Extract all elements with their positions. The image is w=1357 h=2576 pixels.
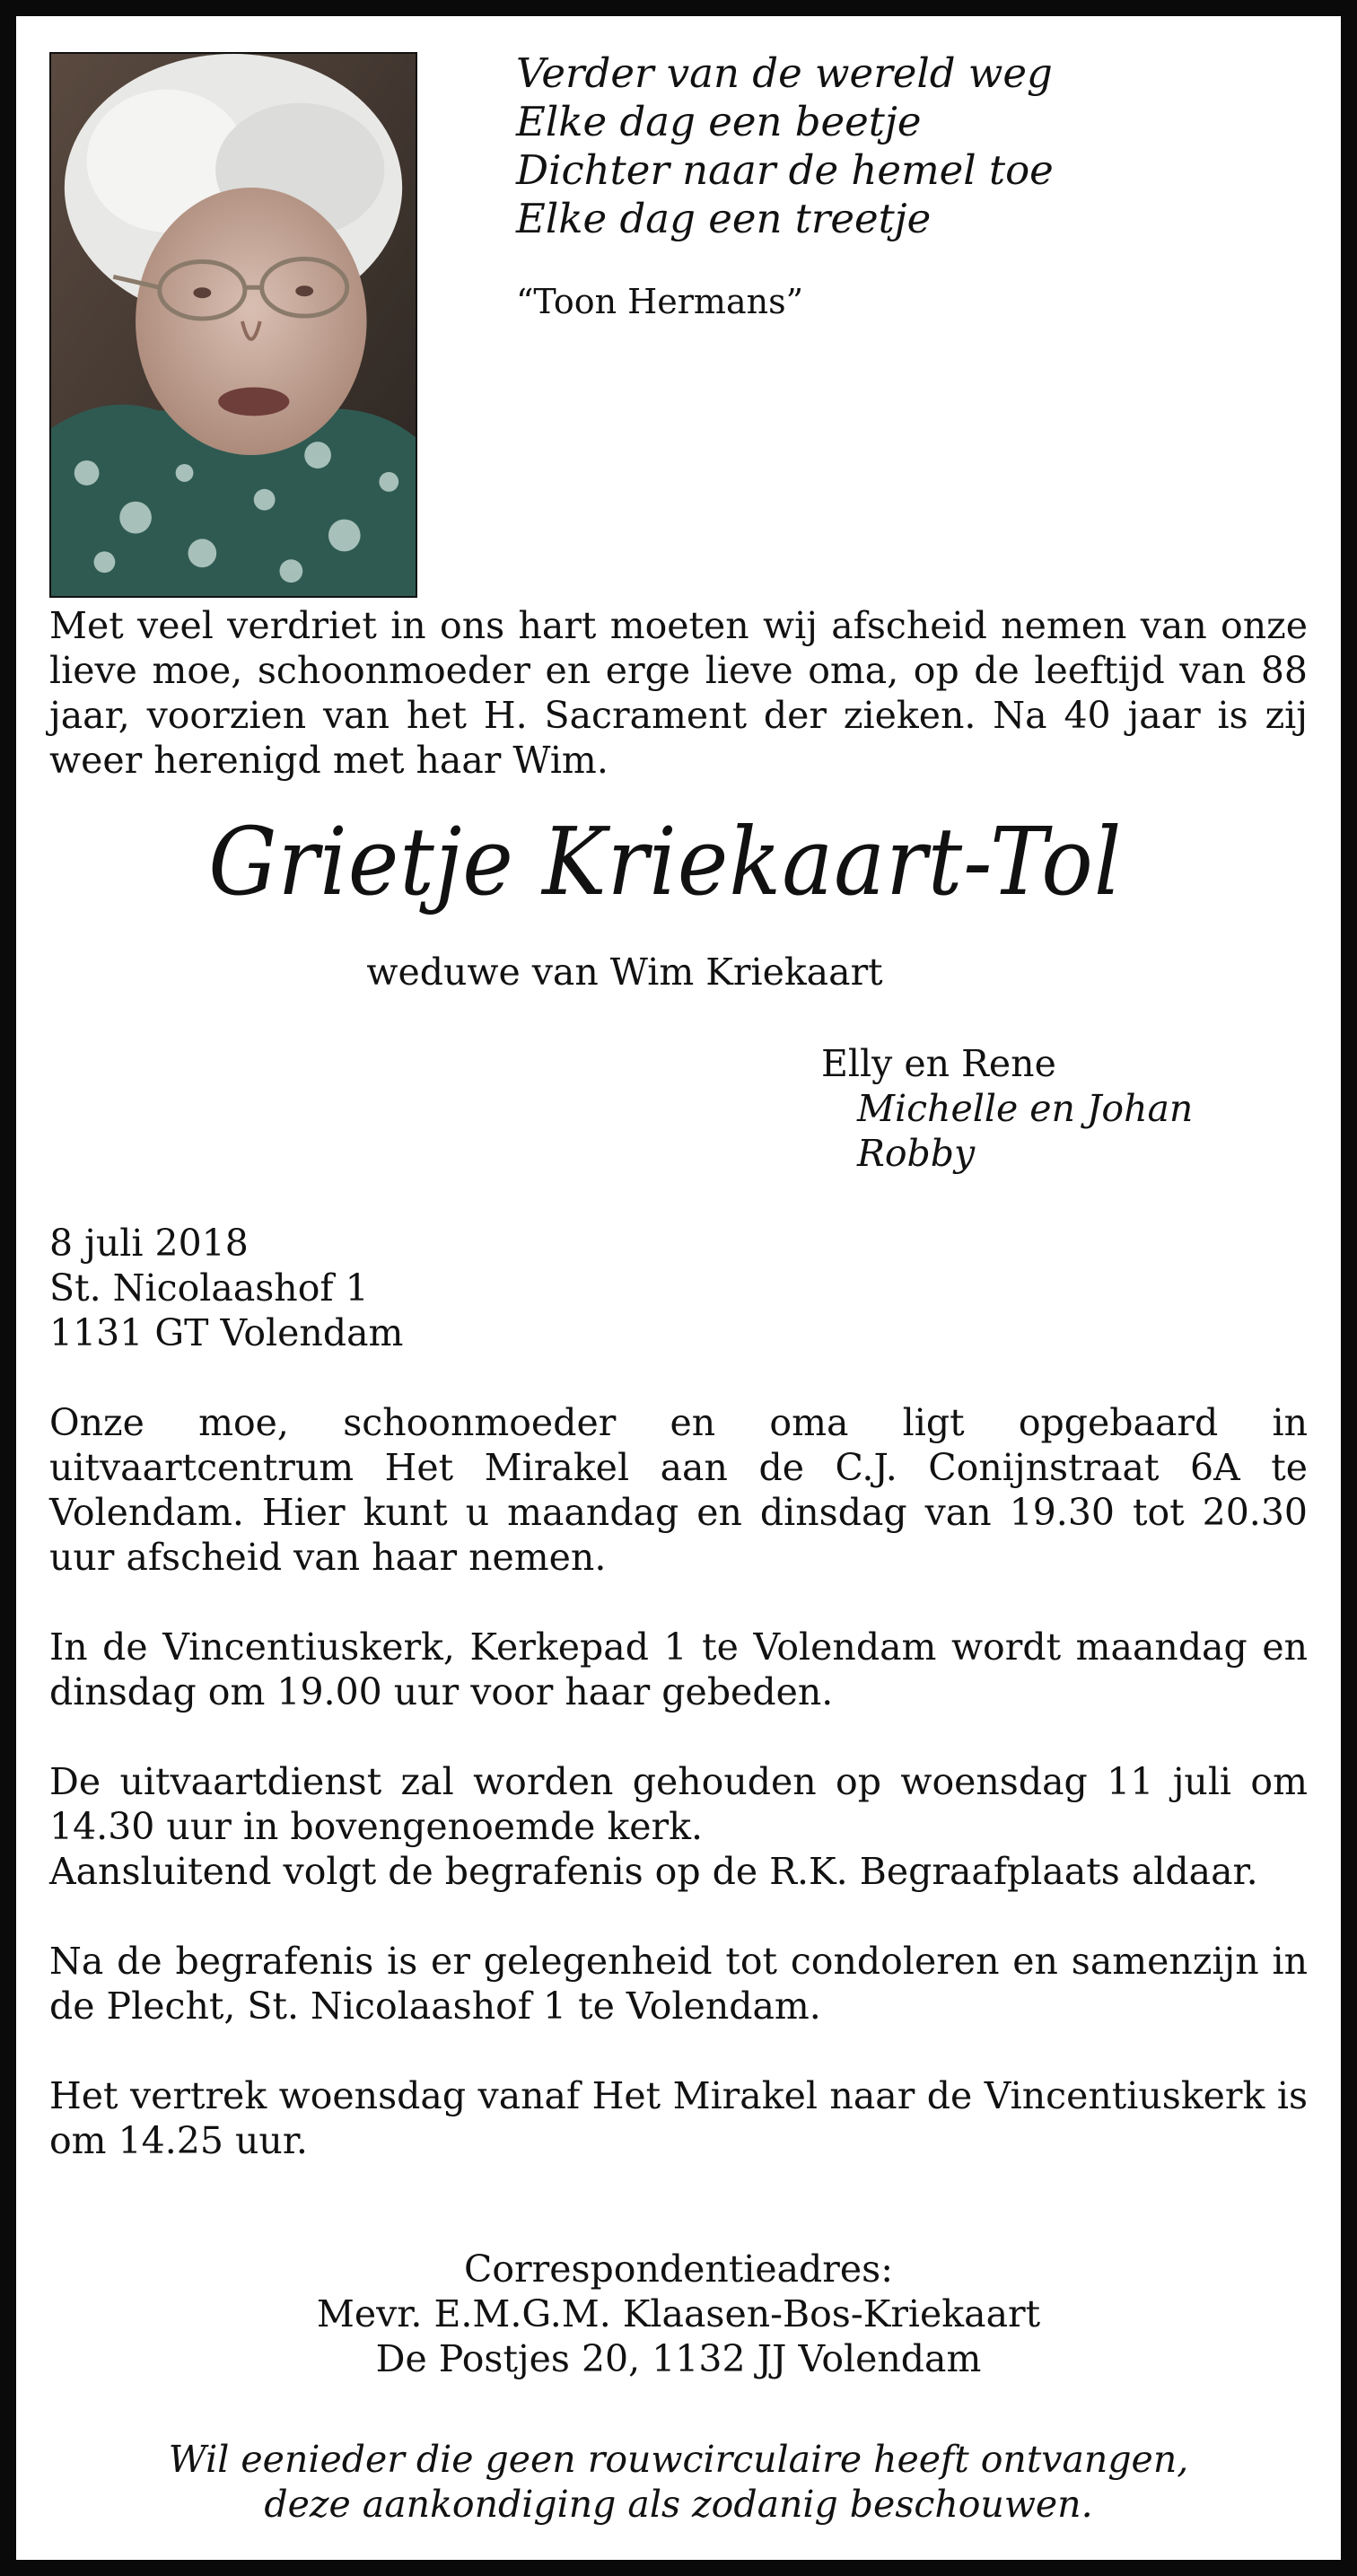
- correspondence-street: De Postjes 20, 1132 JJ Volendam: [375, 2337, 982, 2380]
- poem-author: “Toon Hermans”: [516, 282, 804, 321]
- family-sub: Michelle en Johan: [857, 1087, 1194, 1130]
- family-main: Elly en Rene: [821, 1042, 1056, 1085]
- home-address: [49, 1221, 678, 1355]
- notices: [49, 1400, 1308, 2208]
- closing-line: deze aankondiging als zodanig beschouwen.: [264, 2483, 1093, 2526]
- poem-line: Elke dag een treetje: [516, 195, 932, 242]
- family-sub: Robby: [857, 1132, 976, 1175]
- correspondence-heading: Correspondentieadres:: [463, 2247, 894, 2291]
- deceased-name-block: [49, 803, 1308, 920]
- poem-line: Dichter naar de hemel toe: [516, 146, 1054, 194]
- portrait-photo: [49, 52, 417, 598]
- portrait-illustration: [51, 54, 416, 596]
- poem: [516, 49, 1279, 322]
- family-list: [821, 1041, 1306, 1176]
- notice-departure: Het vertrek woensdag vanaf Het Mirakel naar de Vincentiuskerk is om 14.25 uur.: [49, 2074, 1308, 2162]
- street: St. Nicolaashof 1: [49, 1266, 369, 1310]
- notice-burial: Aansluitend volgt de begrafenis op de R.K. Begraafplaats aldaar.: [49, 1850, 1258, 1893]
- city: 1131 GT Volendam: [49, 1311, 404, 1354]
- correspondence-address: [49, 2247, 1308, 2381]
- poem-line: Elke dag een beetje: [516, 98, 922, 145]
- deceased-name: Grietje Kriekaart-Tol: [207, 807, 1123, 916]
- correspondence-name: Mevr. E.M.G.M. Klaasen-Bos-Kriekaart: [316, 2292, 1041, 2335]
- widow-of: weduwe van Wim Kriekaart: [366, 951, 883, 994]
- notice-condolence: Na de begrafenis is er gelegenheid tot condoleren en samenzijn in de Plecht, St. Nicolaashof 1 te Volendam.: [49, 1940, 1308, 2028]
- date: 8 juli 2018: [49, 1222, 249, 1265]
- notice-viewing: Onze moe, schoonmoeder en oma ligt opgebaard in uitvaartcentrum Het Mirakel aan de C.J. Conijnstraat 6A te Volendam. Hier kunt u maandag en dinsdag van 19.30 tot 20.30 uur afscheid van haar nemen.: [49, 1401, 1308, 1579]
- closing-note: [49, 2437, 1308, 2527]
- notice-service: De uitvaartdienst zal worden gehouden op woensdag 11 juli om 14.30 uur in bovengenoemde kerk.: [49, 1760, 1308, 1848]
- poem-line: Verder van de wereld weg: [516, 49, 1053, 97]
- intro-text: Met veel verdriet in ons hart moeten wij afscheid nemen van onze lieve moe, schoonmoeder en erge lieve oma, op de leeftijd van 88 jaar, voorzien van het H. Sacrament der zieken. Na 40 jaar is zij weer herenigd met haar Wim.: [49, 604, 1308, 782]
- closing-line: Wil eenieder die geen rouwcirculaire heeft ontvangen,: [168, 2438, 1189, 2481]
- notice-prayer: In de Vincentiuskerk, Kerkepad 1 te Volendam wordt maandag en dinsdag om 19.00 uur voor haar gebeden.: [49, 1625, 1308, 1713]
